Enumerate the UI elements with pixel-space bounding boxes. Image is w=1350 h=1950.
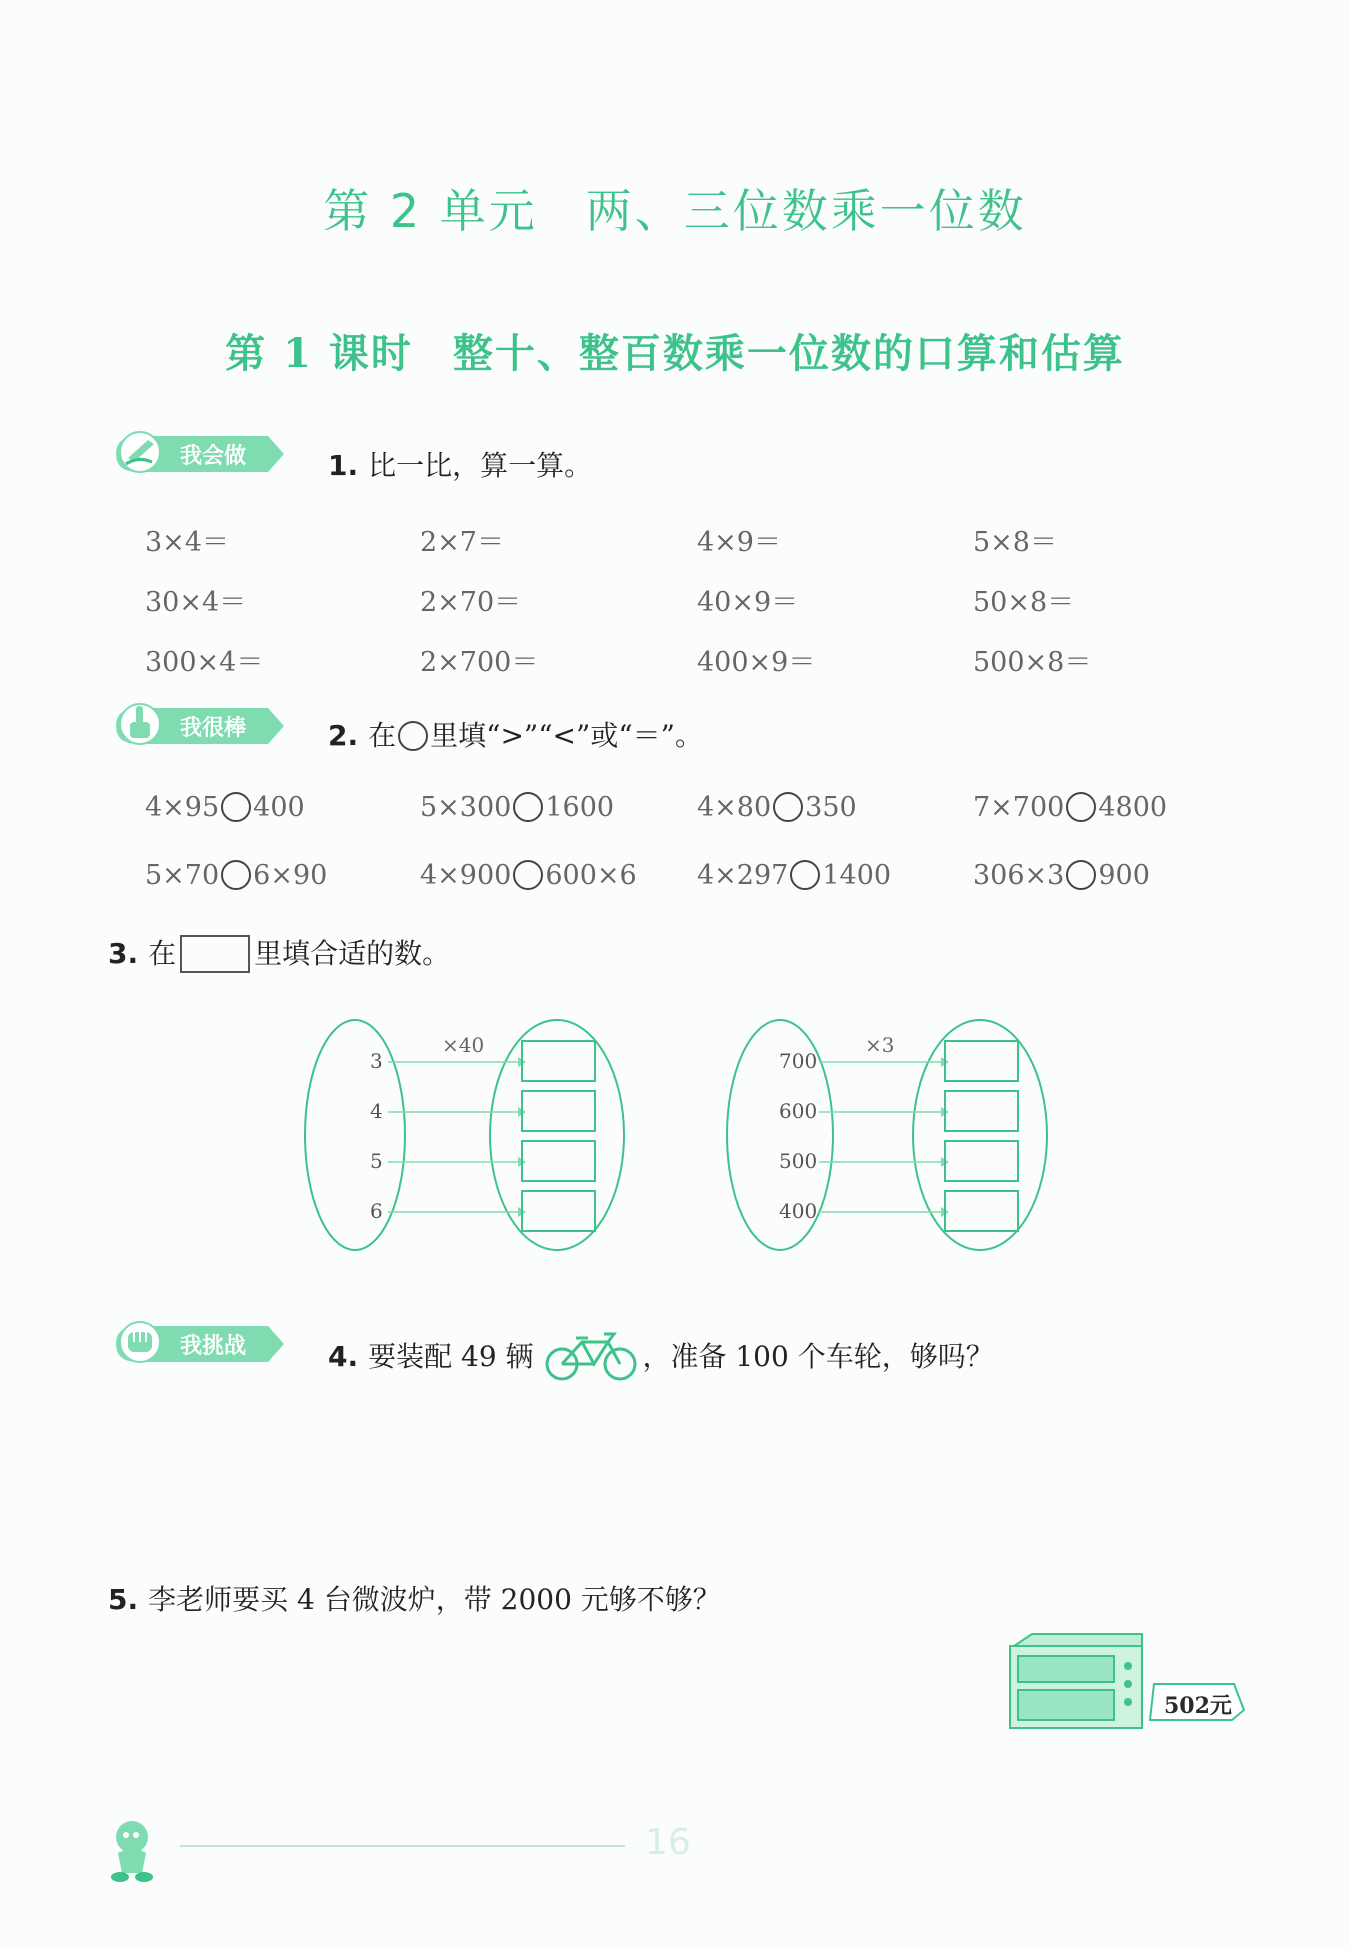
q3-text-before: 在 (148, 937, 177, 970)
q4-text-after: ，准备 100 个车轮，够吗？ (642, 1340, 994, 1373)
input-value: 4 (370, 1099, 383, 1123)
blank-box (180, 935, 250, 973)
q2-item: 7×700 4800 (973, 792, 1168, 823)
q4-prompt (328, 1326, 994, 1382)
q2-row (145, 792, 1245, 860)
q1-item: 2×7＝ (420, 527, 504, 558)
input-value: 6 (370, 1199, 383, 1223)
output-ellipse (490, 1020, 624, 1250)
answer-circle[interactable] (398, 721, 428, 751)
unit-number: 第 2 单元 (323, 184, 538, 238)
page-number: 16 (645, 1822, 691, 1863)
q1-item: 4×9＝ (697, 527, 781, 558)
input-value: 700 (779, 1049, 818, 1073)
q5-number: 5. (108, 1583, 139, 1616)
q2-text-after: 里填“>”“<”或“＝”。 (430, 719, 703, 752)
input-value: 5 (370, 1149, 383, 1173)
q2-item: 4×80 350 (697, 792, 857, 823)
pencil-hand-icon (120, 432, 160, 472)
unit-topic: 两、三位数乘一位数 (585, 184, 1027, 238)
q1-row (145, 640, 1195, 700)
q2-item: 5×70 6×90 (145, 860, 328, 891)
q1-item: 500×8＝ (973, 647, 1092, 678)
lesson-number: 第 1 课时 (225, 330, 413, 377)
mapping-row (779, 1191, 1018, 1231)
q2-item: 4×95 400 (145, 792, 305, 823)
q1-item: 3×4＝ (145, 527, 229, 558)
answer-circle[interactable] (773, 792, 803, 822)
q1-item: 400×9＝ (697, 647, 816, 678)
lesson-title (0, 322, 1350, 379)
q5-text: 李老师要买 4 台微波炉，带 2000 元够不够？ (148, 1583, 721, 1616)
answer-circle[interactable] (1066, 792, 1096, 822)
price-label: 502元 (1164, 1693, 1232, 1719)
answer-box[interactable] (945, 1041, 1018, 1081)
q2-grid (145, 792, 1245, 928)
mapping-diagram-right (723, 1010, 1053, 1270)
lesson-topic: 整十、整百数乘一位数的口算和估算 (452, 330, 1125, 377)
badge-wohenbang (108, 700, 288, 756)
input-ellipse (305, 1020, 405, 1250)
q1-grid (145, 520, 1195, 700)
bicycle-icon (542, 1326, 642, 1382)
thumbs-up-icon (120, 704, 160, 744)
input-value: 400 (779, 1199, 818, 1223)
q4-text-before: 要装配 49 辆 (368, 1340, 534, 1373)
q3-text-after: 里填合适的数。 (254, 937, 451, 970)
answer-circle[interactable] (790, 860, 820, 890)
answer-box[interactable] (522, 1141, 595, 1181)
mapping-diagram-left (300, 1010, 630, 1270)
fist-icon (120, 1322, 160, 1362)
output-ellipse (913, 1020, 1047, 1250)
answer-box[interactable] (522, 1091, 595, 1131)
q1-item: 5×8＝ (973, 527, 1057, 558)
q2-item: 4×900 600×6 (420, 860, 637, 891)
mapping-row (370, 1191, 595, 1231)
q1-item: 300×4＝ (145, 647, 264, 678)
badge-label: 我很棒 (179, 716, 247, 741)
badge-label: 我挑战 (179, 1334, 247, 1359)
footer (100, 1815, 170, 1889)
q1-item: 30×4＝ (145, 587, 247, 618)
input-value: 500 (779, 1149, 818, 1173)
footer-rule (180, 1845, 625, 1847)
q2-number: 2. (328, 719, 359, 752)
q1-row (145, 520, 1195, 580)
q3-prompt (108, 932, 450, 973)
badge-wohuizuo (108, 428, 288, 484)
q2-text-before: 在 (368, 719, 397, 752)
input-value: 3 (370, 1049, 383, 1073)
q2-item: 4×297 1400 (697, 860, 892, 891)
answer-circle[interactable] (513, 860, 543, 890)
unit-title (0, 175, 1350, 241)
q2-row (145, 860, 1245, 928)
q4-number: 4. (328, 1340, 359, 1373)
q1-item: 40×9＝ (697, 587, 799, 618)
q1-prompt (328, 444, 592, 484)
q1-item: 2×700＝ (420, 647, 539, 678)
microwave-price (1008, 1632, 1248, 1736)
mascot-icon (100, 1815, 170, 1885)
answer-box[interactable] (522, 1041, 595, 1081)
answer-box[interactable] (945, 1091, 1018, 1131)
badge-label: 我会做 (179, 444, 247, 469)
q3-number: 3. (108, 937, 139, 970)
q1-text: 比一比，算一算。 (368, 449, 593, 482)
q2-prompt (328, 714, 703, 754)
answer-box[interactable] (522, 1191, 595, 1231)
badge-wotiaozhan (108, 1318, 288, 1374)
answer-circle[interactable] (221, 792, 251, 822)
answer-box[interactable] (945, 1191, 1018, 1231)
multiplier-label: ×3 (865, 1033, 895, 1057)
mapping-row (779, 1141, 1018, 1181)
mapping-row (779, 1091, 1018, 1131)
answer-circle[interactable] (221, 860, 251, 890)
answer-circle[interactable] (513, 792, 543, 822)
multiplier-label: ×40 (442, 1033, 485, 1057)
q1-row (145, 580, 1195, 640)
input-value: 600 (779, 1099, 818, 1123)
answer-circle[interactable] (1066, 860, 1096, 890)
q1-number: 1. (328, 449, 359, 482)
q2-item: 5×300 1600 (420, 792, 615, 823)
q5-prompt (108, 1578, 721, 1618)
answer-box[interactable] (945, 1141, 1018, 1181)
q1-item: 2×70＝ (420, 587, 522, 618)
q1-item: 50×8＝ (973, 587, 1075, 618)
q2-item: 306×3 900 (973, 860, 1150, 891)
